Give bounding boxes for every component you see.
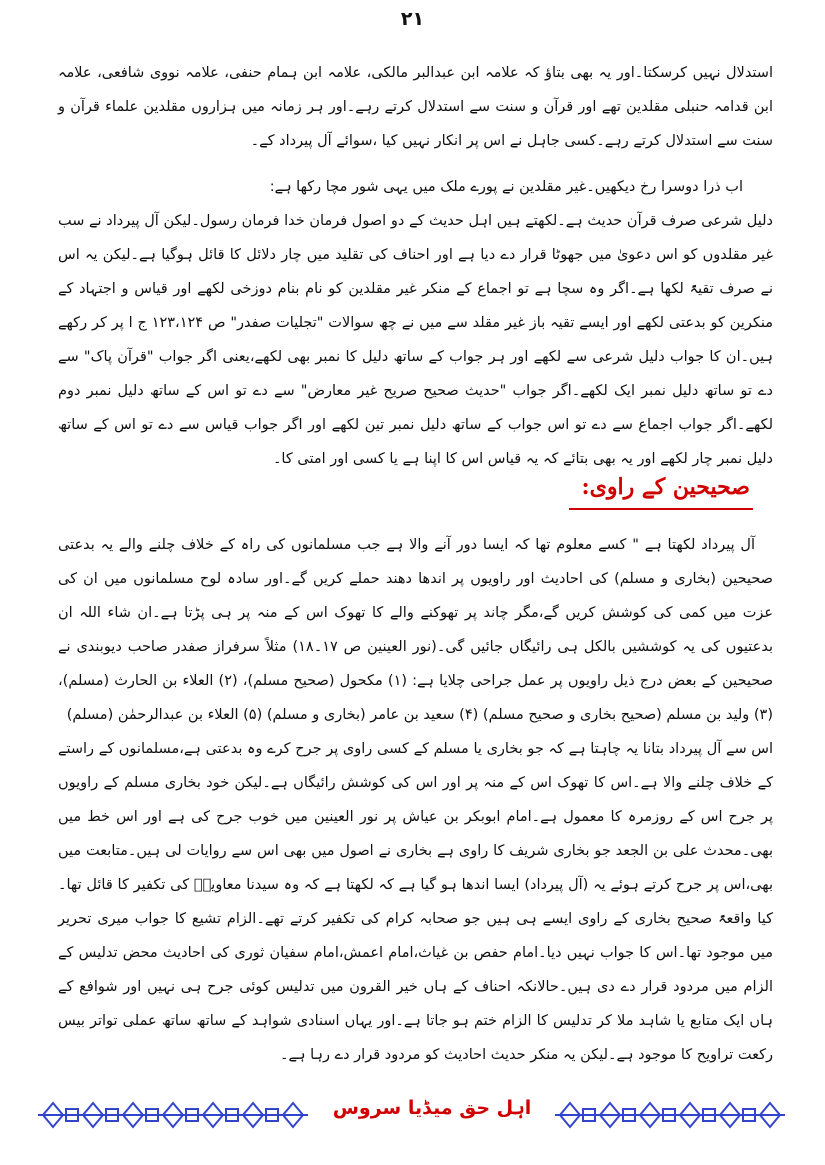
paragraph: استدلال نہیں کرسکتا۔اور یہ بھی بتاؤ کہ علامہ ابن عبدالبر مالکی، علامہ ابن ہمام حنفی، علامہ نووی شافعی، علامہ ابن قدامہ حنبلی مقلدین تھے اور قرآن و سنت سے استدلال کرتے رہے۔اور ہر زمانہ میں ہزاروں مقلدین علماء قرآن و سنت سے استدلال کرتے رہے۔کسی جاہل نے اس پر انکار نہیں کیا ،سوائے آل پیرداد کے۔ — [58, 65, 773, 149]
paragraph: دلیل شرعی صرف قرآن حدیث ہے۔لکھتے ہیں اہل حدیث کے دو اصول فرمان خدا فرمان رسول۔لیکن آل پیرداد نے سب غیر مقلدوں کو اس دعویٰ میں جھوٹا قرار دے دیا ہے اور احناف کی تقلید میں چار دلائل کا قائل ہوگیا ہے۔لیکن یہ اس نے صرف تقیۃً لکھا ہے۔اگر وہ سچا ہے تو اجماع کے منکر غیر مقلدین کو نام بنام دوزخی لکھے اور قیاس و اجتہاد کے منکرین کو بدعتی لکھے اور ایسے تقیہ باز غیر مقلد سے میں نے چھ سوالات "تجلیات صفدر" ص ۱۲۳،۱۲۴ ج ا پر کر رکھے ہیں۔ان کا جواب دلیل شرعی سے لکھے اور ہر جواب کے ساتھ دلیل کا نمبر بھی لکھے،یعنی اگر جواب "قرآن پاک" سے دے تو ساتھ دلیل نمبر ایک لکھے۔اگر جواب "حدیث صحیح صریح غیر معارض" سے دے تو اس کے ساتھ دلیل نمبر دوم لکھے۔اگر جواب اجماع سے دے تو اس جواب کے ساتھ دلیل نمبر تین لکھے اور اگر جواب قیاس سے دے تو اس کے ساتھ دلیل نمبر چار لکھے اور یہ بھی بتائے کہ یہ قیاس اس کا اپنا ہے یا کسی اور امتی کا۔ — [58, 213, 773, 467]
footer-title: اہل حق میڈیا سروس — [312, 1097, 552, 1119]
decorative-border-left — [38, 1095, 308, 1135]
paragraph: اب ذرا دوسرا رخ دیکھیں۔غیر مقلدین نے پورے ملک میں یہی شور مچا رکھا ہے: — [269, 179, 743, 195]
page-number: ۲۱ — [400, 8, 425, 30]
body-text-top — [58, 56, 773, 158]
paragraph: آل پیرداد لکھتا ہے " کسے معلوم تھا کہ ایسا دور آنے والا ہے جب مسلمانوں کی راہ کے خلاف چلنے والے یہ بدعتی صحیحین (بخاری و مسلم) کی احادیث اور راویوں پر اندھا دھند حملے کریں گے۔اور سادہ لوح مسلمانوں میں ان کی عزت میں کمی کی کوشش کریں گے،مگر چاند پر تھوکنے والے کا تھوک اس کے منہ پر ہی پڑتا ہے۔ان شاء اللہ ان بدعتیوں کی یہ کوششیں بالکل ہی رائیگاں جائیں گی۔(نور العینین ص ۱۷۔۱۸) مثلاً سرفراز صفدر صاحب دیوبندی نے صحیحین کے بعض درج ذیل راویوں پر عمل جراحی چلایا ہے: (۱) مکحول (صحیح مسلم)، (۲) العلاء بن الحارث (مسلم)، (۳) ولید بن مسلم (صحیح بخاری و صحیح مسلم) (۴) سعید بن عامر (بخاری و مسلم) (۵) العلاء بن عبدالرحمٰن (مسلم) — [58, 537, 774, 723]
decorative-border-right — [555, 1095, 785, 1135]
section-heading: صحیحین کے راوی: — [581, 474, 750, 500]
body-text-middle — [58, 170, 773, 476]
heading-underline — [569, 508, 753, 510]
paragraph: اس سے آل پیرداد بتانا یہ چاہتا ہے کہ جو بخاری یا مسلم کے کسی راوی پر جرح کرے وہ بدعتی ہے،مسلمانوں کے راستے کے خلاف چلنے والا ہے۔اس کا تھوک اس کے منہ پر اور اس کی کوشش رائیگاں ہے۔لیکن خود بخاری مسلم کے راویوں پر جرح اس کے روزمرہ کا معمول ہے۔امام ابوبکر بن عیاش پر نور العینین میں خوب جرح کی ہے اور اس خط میں بھی۔محدث علی بن الجعد جو بخاری شریف کا راوی ہے بخاری نے اصول میں بھی اس سے روایات لی ہیں۔متابعت میں بھی،اس پر جرح کرتے ہوئے یہ (آل پیرداد) ایسا اندھا ہو گیا ہے کہ لکھتا ہے کہ وہ سیدنا معاویہؓ کی تکفیر کا قائل تھا۔کیا واقعۃً صحیح بخاری کے راوی ایسے ہی ہیں جو صحابہ کرام کی تکفیر کرتے تھے۔الزام تشیع کا جواب میری تحریر میں موجود تھا۔اس کا جواب نہیں دیا۔امام حفص بن غیاث،امام اعمش،امام سفیان ثوری کی احادیث محض تدلیس کے الزام میں مردود قرار دے دی ہیں۔حالانکہ احناف کے ہاں خیر القرون میں تدلیس کوئی جرح ہی نہیں اور شوافع کے ہاں ایک متابع یا شاہد ملا کر تدلیس کا الزام ختم ہو جاتا ہے۔اور یہاں اسنادی شواہد کے ساتھ ساتھ عملی تواتر بیس رکعت تراویح کا موجود ہے۔لیکن یہ منکر حدیث احادیث کو مردود قرار دے رہا ہے۔ — [58, 741, 773, 1063]
body-text-bottom — [58, 528, 773, 1072]
